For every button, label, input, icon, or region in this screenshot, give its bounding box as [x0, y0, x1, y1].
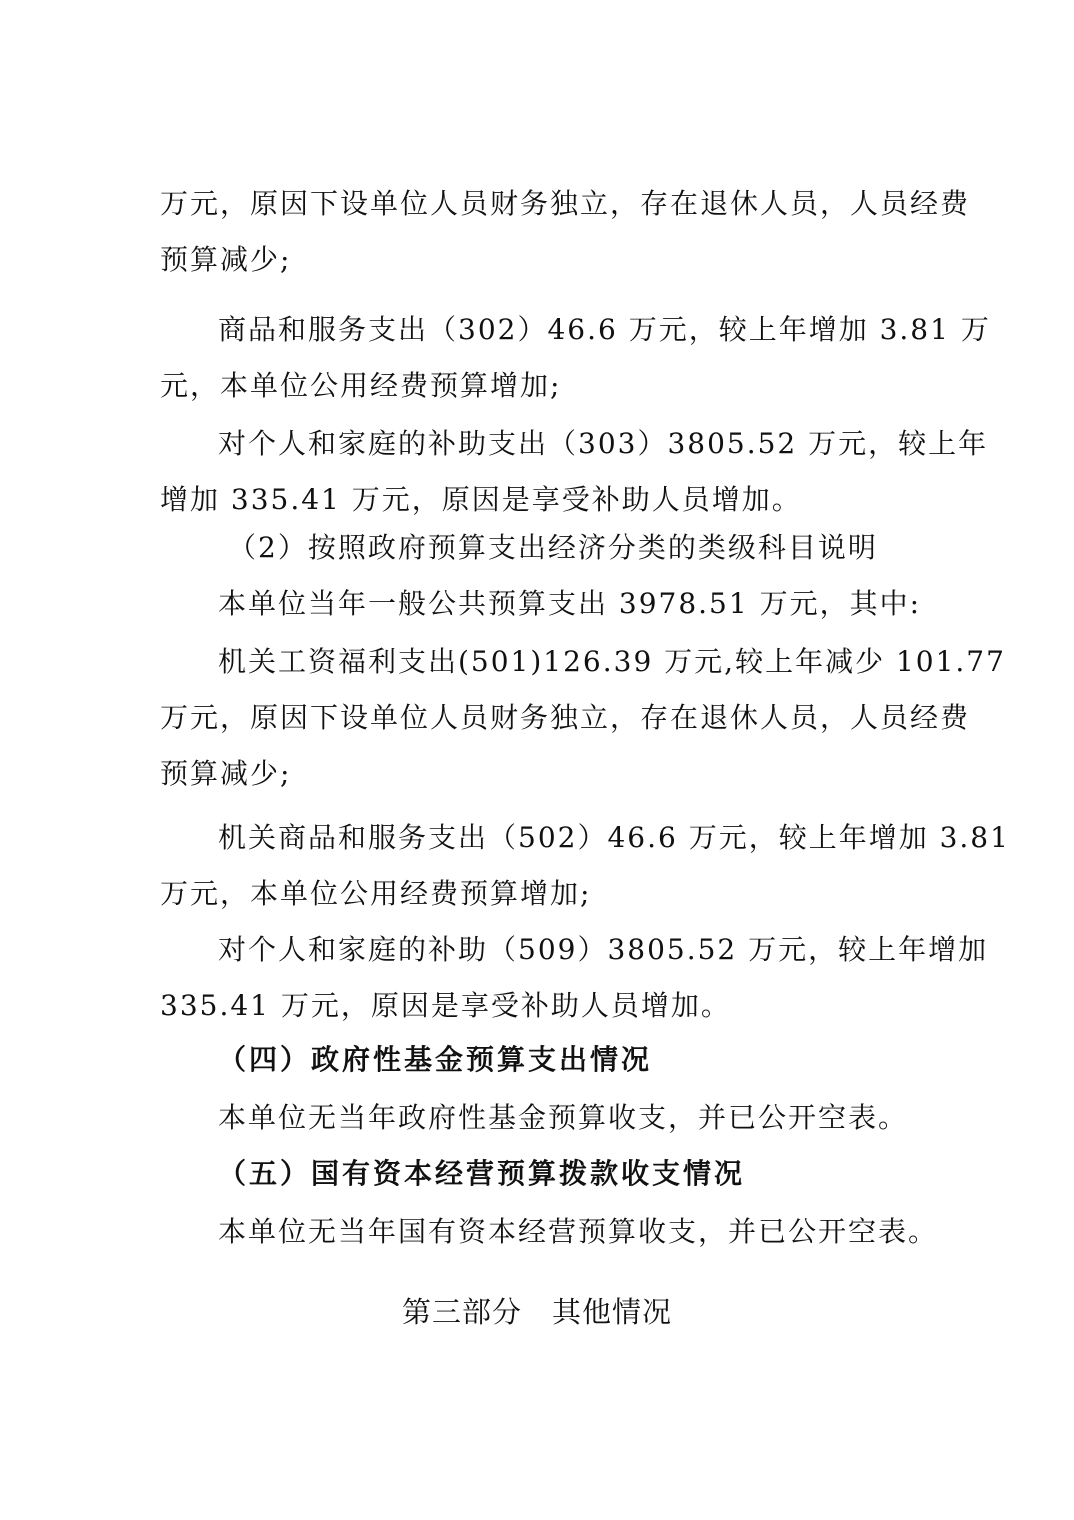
paragraph-line: 预算减少; [160, 757, 292, 790]
section-body-government-fund: 本单位无当年政府性基金预算收支，并已公开空表。 [218, 1101, 909, 1134]
paragraph-line: 机关商品和服务支出（502）46.6 万元，较上年增加 3.81 [218, 821, 1010, 854]
paragraph-line: 万元，原因下设单位人员财务独立，存在退休人员，人员经费 [160, 701, 971, 734]
part-three-title: 第三部分 其他情况 [401, 1295, 672, 1329]
section-heading-government-fund: （四）政府性基金预算支出情况 [218, 1043, 653, 1076]
paragraph-line: 商品和服务支出（302）46.6 万元，较上年增加 3.81 万 [218, 313, 991, 346]
section-body-state-capital: 本单位无当年国有资本经营预算收支，并已公开空表。 [218, 1215, 939, 1248]
paragraph-line: 万元，本单位公用经费预算增加; [160, 877, 592, 910]
section-heading-state-capital: （五）国有资本经营预算拨款收支情况 [218, 1157, 746, 1190]
paragraph-line: 对个人和家庭的补助支出（303）3805.52 万元，较上年 [218, 427, 989, 460]
paragraph-line: 元，本单位公用经费预算增加; [160, 369, 562, 402]
subsection-line: （2）按照政府预算支出经济分类的类级科目说明 [228, 531, 878, 564]
paragraph-line: 预算减少; [160, 243, 292, 276]
paragraph-line: 增加 335.41 万元，原因是享受补助人员增加。 [160, 483, 802, 516]
paragraph-line: 机关工资福利支出(501)126.39 万元,较上年减少 101.77 [218, 645, 1006, 678]
paragraph-line: 本单位当年一般公共预算支出 3978.51 万元，其中: [218, 587, 922, 620]
paragraph-line: 万元，原因下设单位人员财务独立，存在退休人员，人员经费 [160, 187, 971, 220]
paragraph-line: 对个人和家庭的补助（509）3805.52 万元，较上年增加 [218, 933, 989, 966]
paragraph-line: 335.41 万元，原因是享受补助人员增加。 [160, 989, 731, 1022]
